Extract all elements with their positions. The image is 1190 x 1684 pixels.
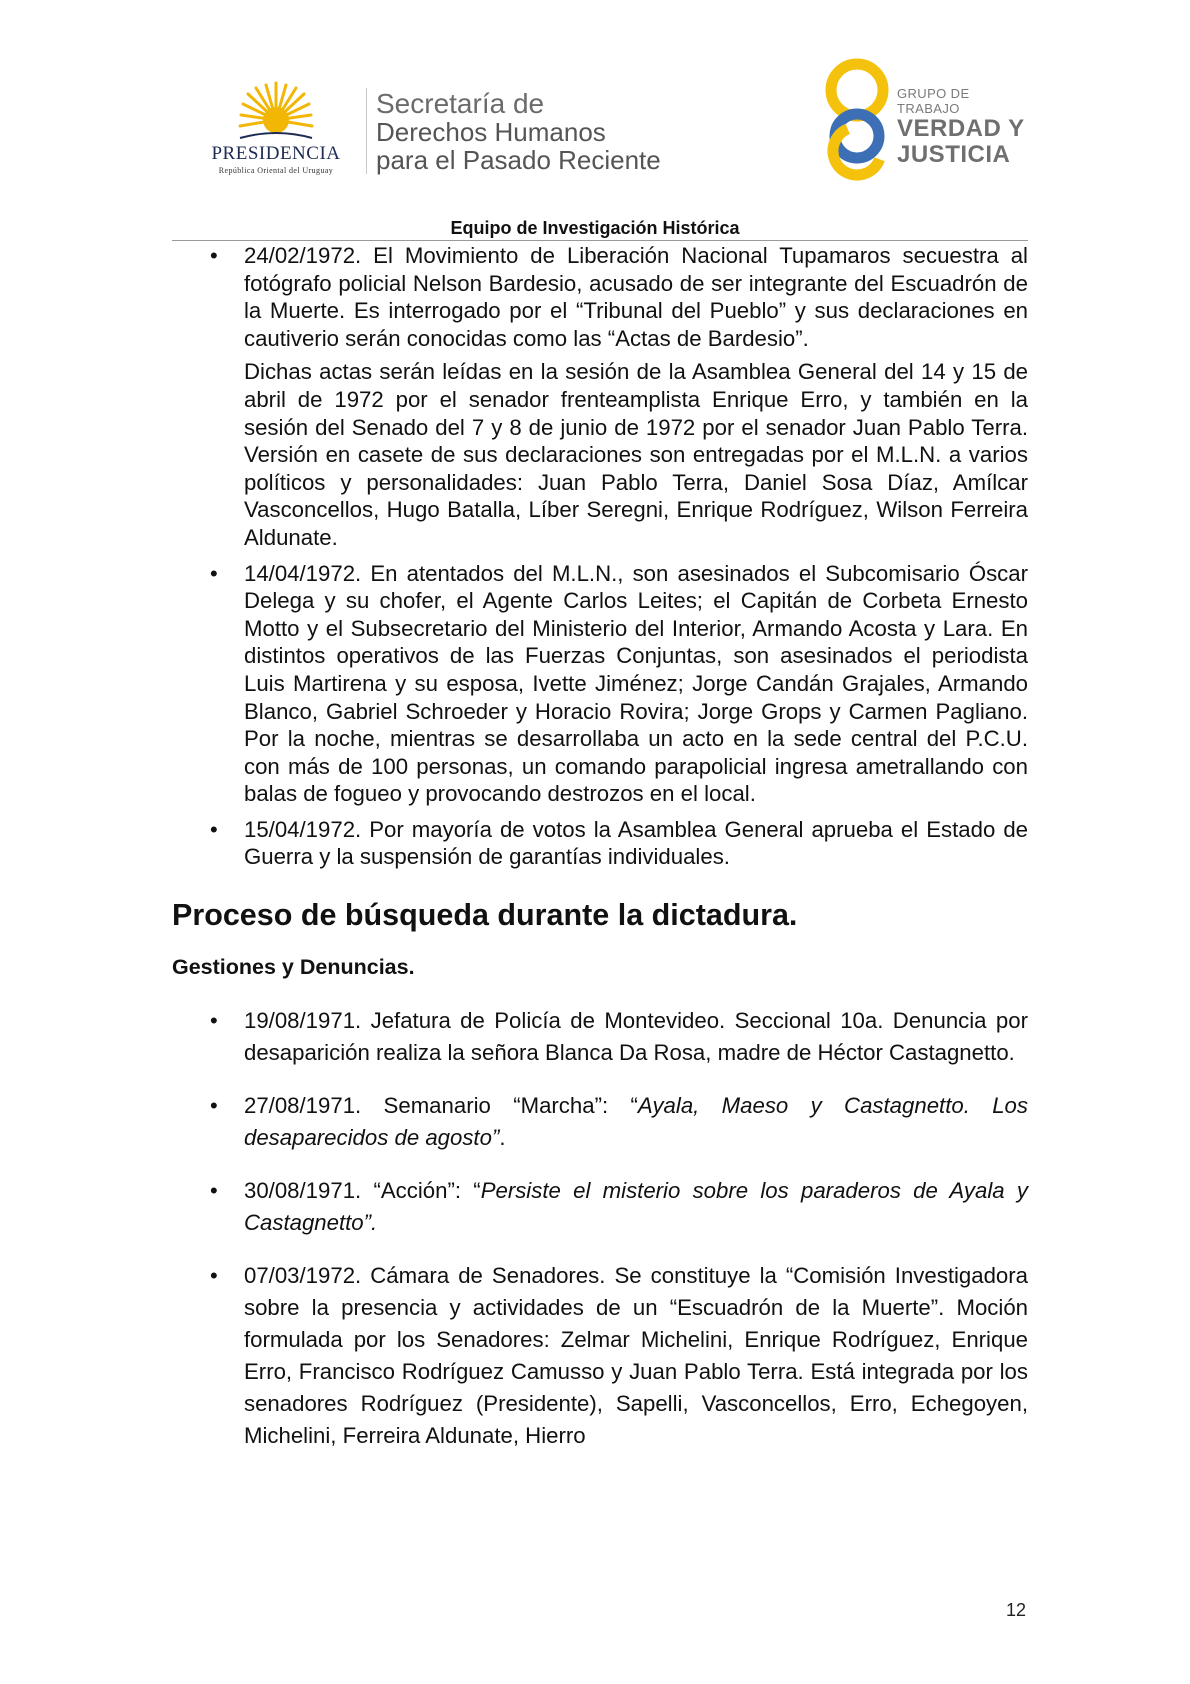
section-title: Proceso de búsqueda durante la dictadura. (172, 898, 798, 933)
item-paragraph (244, 1175, 1028, 1239)
item-paragraph (244, 1090, 1028, 1154)
item-quote: Ayala, Maeso y Castagnetto. Los desaparecidos de agosto” (244, 1093, 1028, 1151)
list-item (172, 1175, 1028, 1239)
section-subtitle: Gestiones y Denuncias. (172, 955, 415, 980)
grupo-trabajo-label: GRUPO DE TRABAJO (897, 86, 970, 116)
page-number: 12 (1006, 1600, 1027, 1620)
item-paragraph: 15/04/1972. Por mayoría de votos la Asamblea General aprueba el Estado de Guerra y la suspensión de garantías individuales. (244, 816, 1028, 870)
secretaria-logo-text (376, 90, 661, 174)
item-paragraph: 24/02/1972. El Movimiento de Liberación Nacional Tupamaros secuestra al fotógrafo policial Nelson Bardesio, acusado de ser integrante del Escuadrón de la Muerte. Es interrogado por el “Tribunal del Pueblo” y sus declaraciones en cautiverio serán conocidas como las “Actas de Bardesio”. (244, 243, 1028, 351)
logo-divider (366, 88, 367, 174)
team-heading: Equipo de Investigación Histórica (450, 218, 740, 238)
item-paragraph: 14/04/1972. En atentados del M.L.N., son asesinados el Subcomisario Óscar Delega y su chofer, el Agente Carlos Leites; el Capitán de Corbeta Ernesto Motto y el Subsecretario del Ministerio del Interior, Armando Acosta y Lara. En distintos operativos de las Fuerzas Conjuntas, son asesinados el periodista Luis Martirena y su esposa, Ivette Jiménez; Jorge Candán Grajales, Armando Blanco, Gabriel Schroeder y Horacio Rovira; Jorge Grops y Carmen Pagliano. Por la noche, mientras se desarrollaba un acto en la sede central del P.C.U. con más de 100 personas, un comando parapolicial ingresa ametrallando con balas de fogueo y provocando destrozos en el local. (244, 560, 1028, 807)
denuncias-list (172, 1005, 1028, 1452)
bullet-icon: • (210, 1178, 218, 1204)
list-item (172, 242, 1028, 552)
secretaria-line1: Secretaría de (376, 88, 545, 119)
chronology-list (172, 242, 1028, 871)
verdad-justicia-text (897, 86, 1032, 168)
bullet-icon: • (210, 816, 218, 842)
item-text: 27/08/1971. Semanario “Marcha”: “ (244, 1093, 638, 1119)
item-text: 30/08/1971. “Acción”: “ (244, 1178, 481, 1204)
justicia-label: JUSTICIA (897, 141, 1011, 168)
interlocked-rings-icon (822, 56, 896, 182)
bullet-icon: • (210, 1008, 218, 1034)
secretaria-line2: Derechos Humanos (376, 117, 606, 147)
page-header (0, 0, 1190, 240)
item-paragraph: Dichas actas serán leídas en la sesión de la Asamblea General del 14 y 15 de abril de 1972 por el senador frenteamplista Enrique Erro, y también en la sesión del Senado del 7 y 8 de junio de 1972 por el senador Juan Pablo Terra. Versión en casete de sus declaraciones son entregadas por el M.L.N. a varios políticos y personalidades: Juan Pablo Terra, Daniel Sosa Díaz, Amílcar Vasconcellos, Hugo Batalla, Líber Seregni, Enrique Rodríguez, Wilson Ferreira Aldunate. (244, 359, 1028, 550)
list-item (172, 1260, 1028, 1452)
bullet-icon: • (210, 1263, 218, 1289)
bullet-icon: • (210, 243, 218, 268)
list-item (172, 1090, 1028, 1154)
verdad-label: VERDAD Y (897, 115, 1025, 142)
secretaria-line3: para el Pasado Reciente (376, 145, 661, 175)
bullet-icon: • (210, 1093, 218, 1119)
presidencia-title: PRESIDENCIA (211, 143, 341, 164)
header-rule (172, 240, 1028, 241)
verdad-justicia-logo (822, 56, 1032, 182)
presidencia-logo (196, 80, 356, 180)
item-quote: Persiste el misterio sobre los paraderos de Ayala y Castagnetto”. (244, 1178, 1028, 1236)
bullet-icon: • (210, 560, 218, 586)
list-item (172, 816, 1028, 871)
list-item (172, 560, 1028, 808)
presidencia-subtitle: República Oriental del Uruguay (218, 166, 334, 175)
item-paragraph (244, 1005, 1028, 1069)
item-text: 07/03/1972. Cámara de Senadores. Se constituye la “Comisión Investigadora sobre la presencia y actividades de un “Escuadrón de la Muerte”. Moción formulada por los Senadores: Zelmar Michelini, Enrique Rodríguez, Enrique Erro, Francisco Rodríguez Camusso y Juan Pablo Terra. Está integrada por los senadores Rodríguez (Presidente), Sapelli, Vasconcellos, Erro, Echegoyen, Michelini, Ferreira Aldunate, Hierro (244, 1263, 1028, 1449)
item-text: 19/08/1971. Jefatura de Policía de Montevideo. Seccional 10a. Denuncia por desaparición realiza la señora Blanca Da Rosa, madre de Héctor Castagnetto. (244, 1008, 1028, 1066)
item-text-end: . (499, 1125, 506, 1151)
document-body (172, 242, 1028, 1452)
list-item (172, 1005, 1028, 1069)
item-paragraph (244, 1260, 1028, 1452)
